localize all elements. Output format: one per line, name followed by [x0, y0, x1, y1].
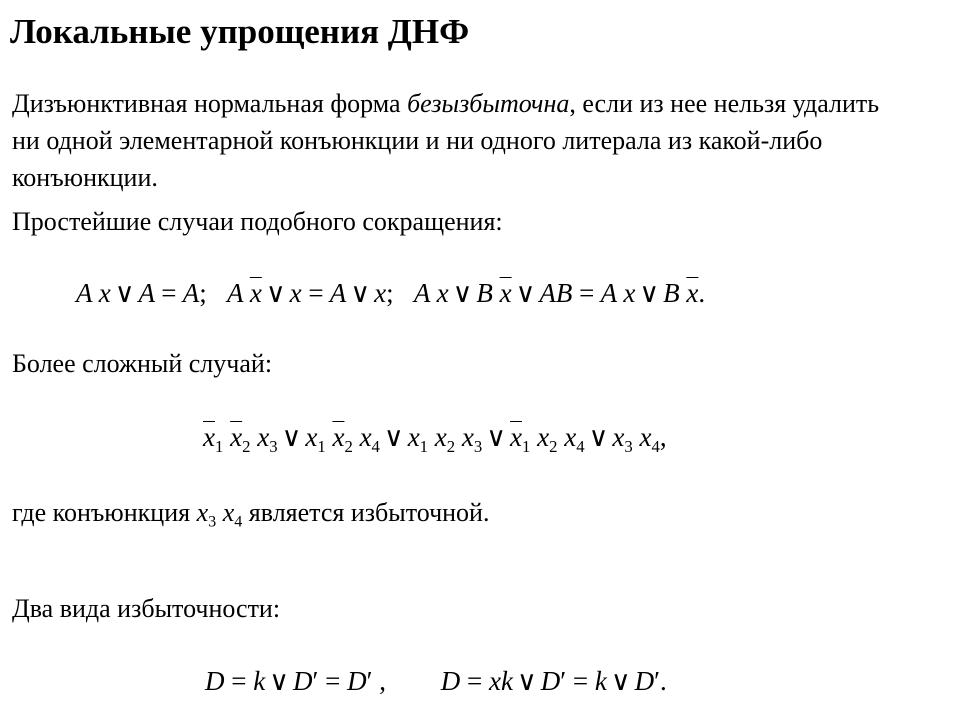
- complex-case-formula: $\overline{x}_1$ $\overline{x}_2$ $x_3$ ∨ $x_1$ $\overline{x}_2$ $x_4$ ∨ $x_1$ $x_2$ $x_3$ ∨ $\overline{x}_1$ $x_2$ $x_4$ ∨ $x_3$ $x_4$,: [203, 422, 667, 456]
- simple-cases-heading: Простейшие случаи подобного сокращения:: [12, 207, 503, 236]
- definition-term: безызбыточна: [407, 89, 570, 118]
- definition-paragraph: [12, 85, 912, 196]
- slide-title: Локальные упрощения ДНФ: [10, 12, 470, 51]
- redundancy-note: где конъюнкция $x_3$ $x_4$ является избыточной.: [12, 498, 490, 531]
- redundancy-note-end: является избыточной.: [242, 498, 490, 527]
- redundancy-types-heading: Два вида избыточности:: [12, 594, 281, 623]
- complex-case-heading: Более сложный случай:: [12, 349, 273, 378]
- redundancy-types-formula: D = k ∨ D′ = D′ , D = xk ∨ D′ = k ∨ D′.: [205, 666, 667, 696]
- simple-cases-formula: A x ∨ A = A; A $\overline{x}$ ∨ x = A ∨ x; A x ∨ B $\overline{x}$ ∨ AB = A x ∨ B $\overline{x}$.: [76, 278, 706, 308]
- definition-text-end: , если из нее нельзя удалить ни одной элементарной конъюнкции и ни одного литерала из какой-либо конъюнкции.: [12, 89, 880, 192]
- definition-text-start: Дизъюнктивная нормальная форма: [12, 89, 408, 118]
- redundancy-note-start: где конъюнкция: [12, 498, 197, 527]
